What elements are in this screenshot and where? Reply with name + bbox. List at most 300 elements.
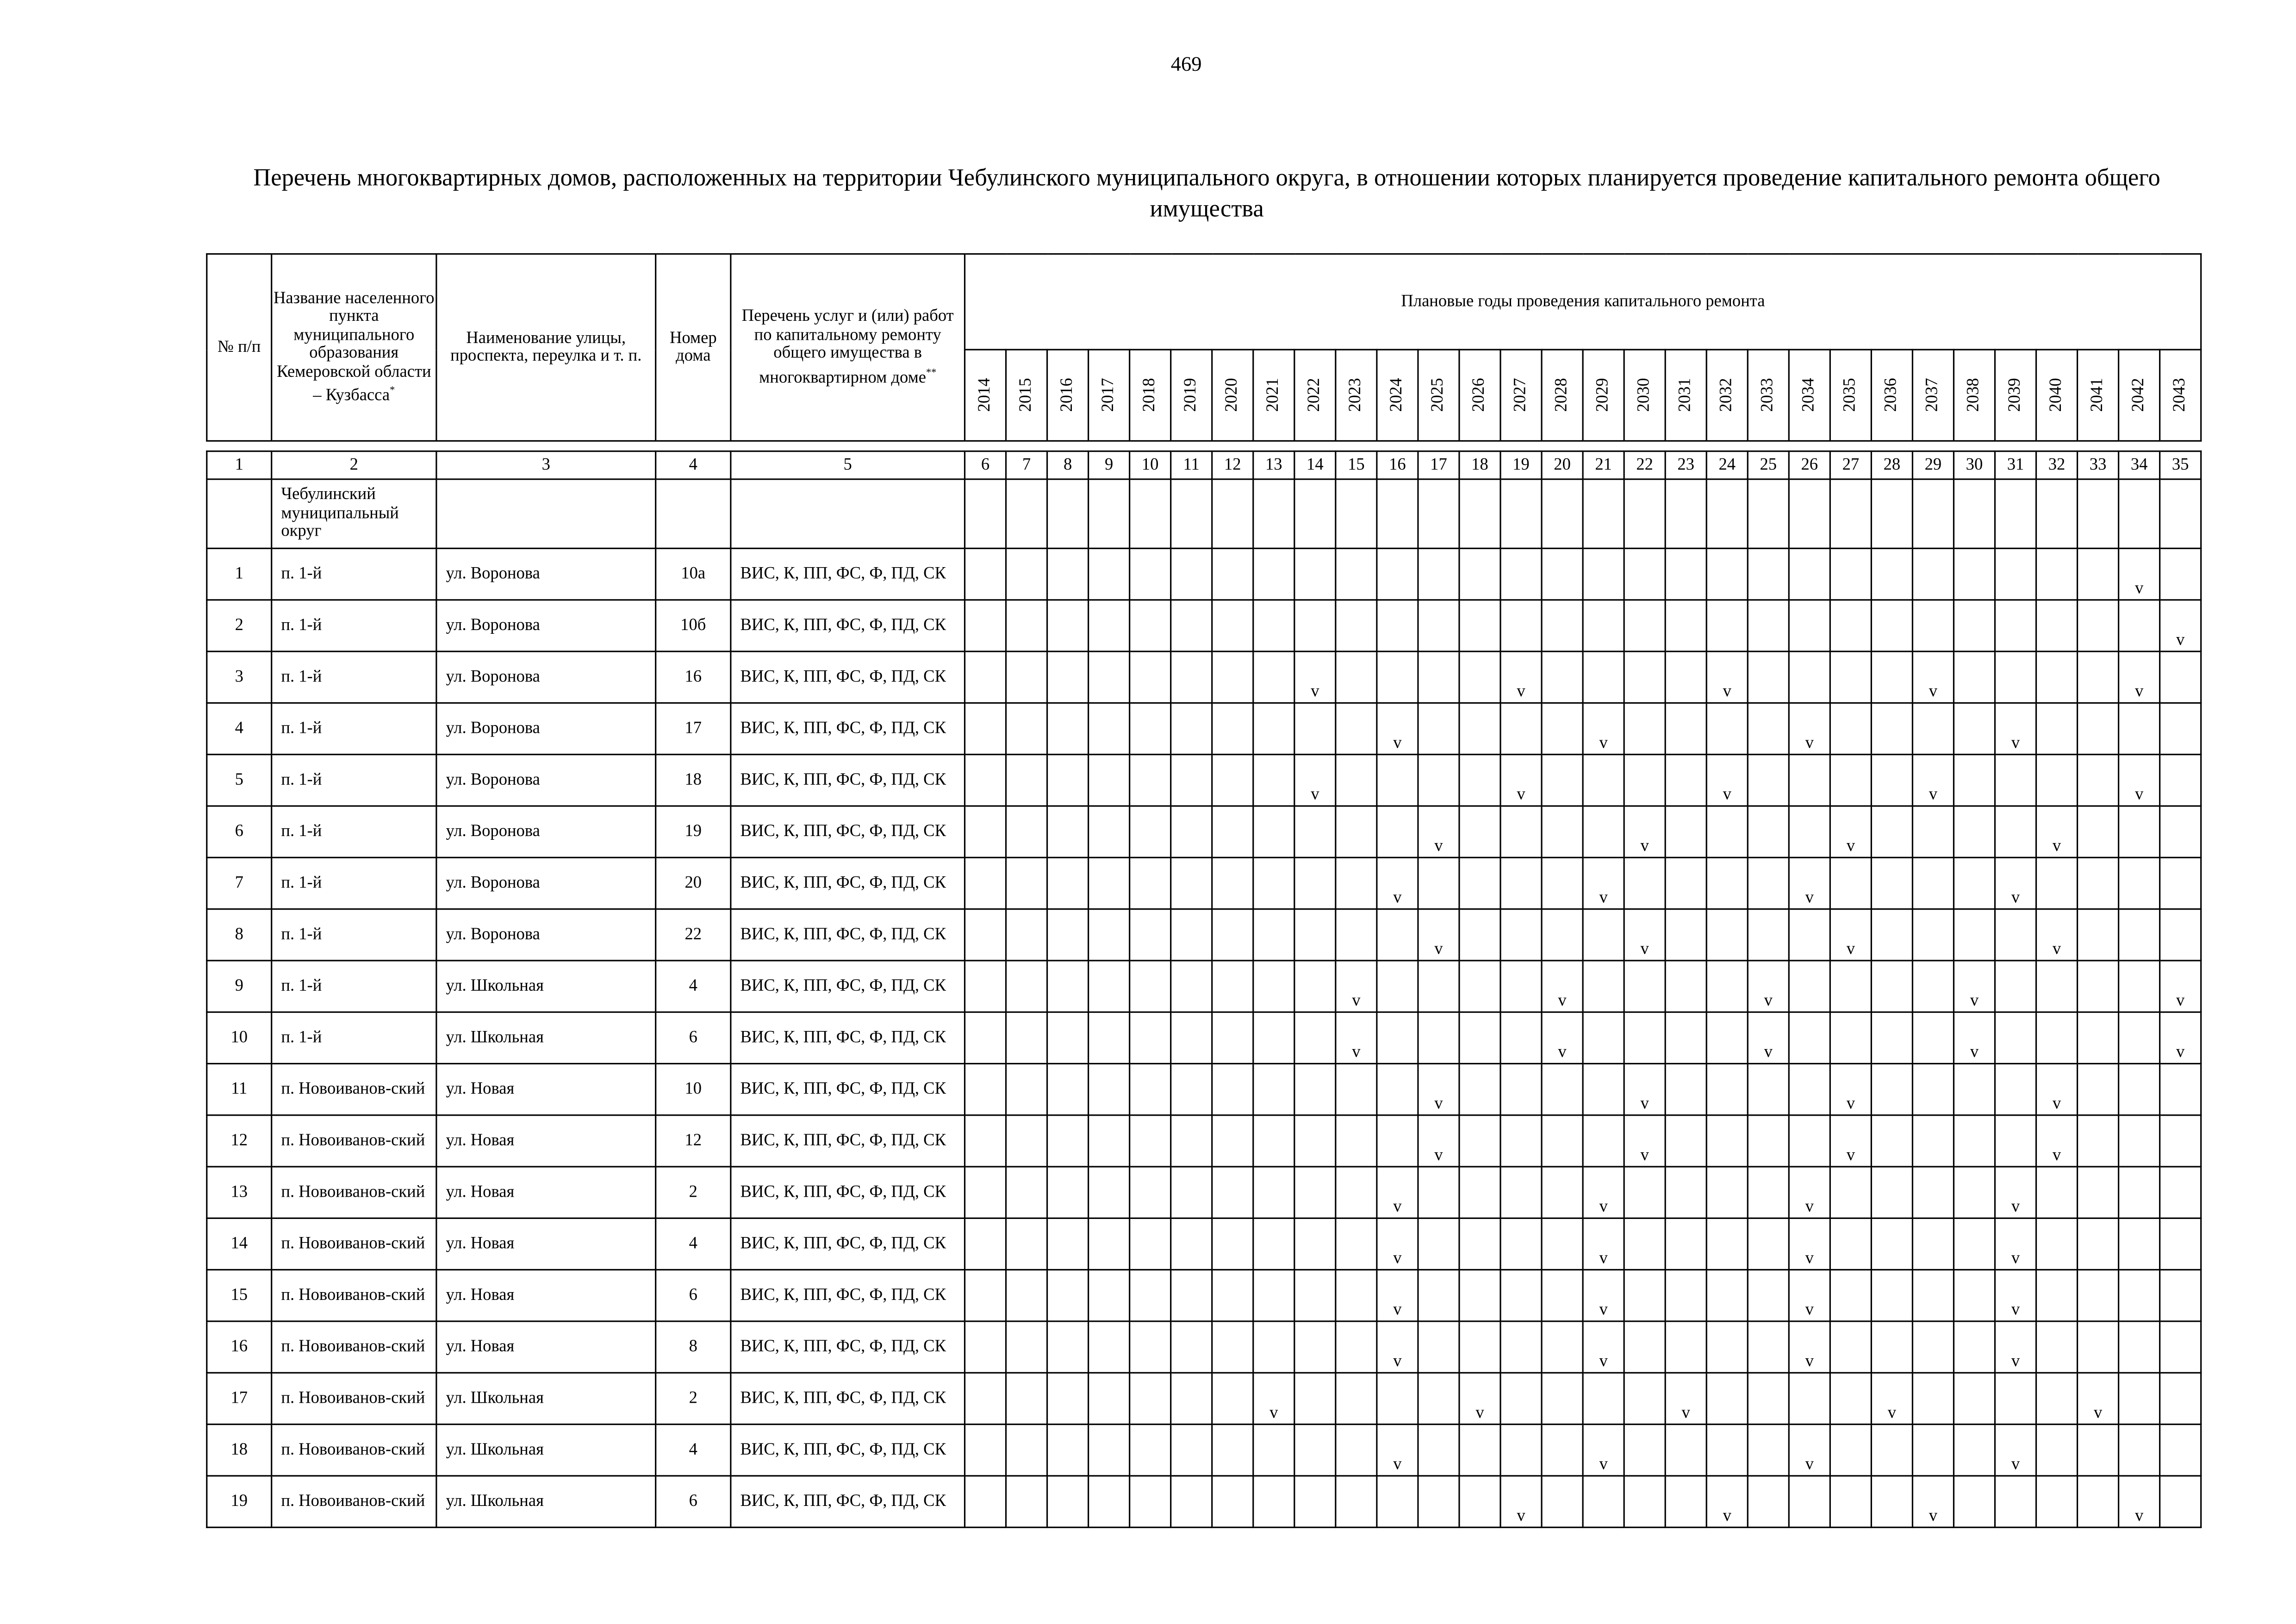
- year-cell: [1748, 549, 1789, 600]
- year-cell: [1047, 806, 1089, 857]
- year-cell: [1912, 1167, 1954, 1218]
- year-cell: [1089, 1476, 1130, 1527]
- column-number: 34: [2119, 451, 2160, 479]
- cell-empty: [1706, 479, 1748, 548]
- header-services-note: **: [926, 366, 937, 378]
- year-cell: [1912, 1270, 1954, 1321]
- year-cell: [1171, 1270, 1212, 1321]
- year-cell: [1748, 857, 1789, 909]
- year-cell: [1871, 1424, 1912, 1476]
- year-cell: [1294, 1424, 1336, 1476]
- year-cell: [1624, 1270, 1665, 1321]
- year-cell: [1954, 1373, 1995, 1424]
- year-cell: [1377, 961, 1418, 1012]
- header-year: [964, 350, 1006, 441]
- table-row: [207, 1012, 2201, 1063]
- year-cell: [1294, 1476, 1336, 1527]
- header-settlement-text: Название населенного пункта муниципального образования Кемеровской области – Кузбасса: [273, 289, 435, 405]
- year-cell: [1212, 600, 1253, 651]
- year-cell: [1748, 651, 1789, 703]
- year-mark-cell: v: [1377, 1270, 1418, 1321]
- column-number: 28: [1871, 451, 1912, 479]
- year-cell: [1212, 1424, 1253, 1476]
- header-year: [1500, 350, 1542, 441]
- year-cell: [1583, 651, 1624, 703]
- column-number: 24: [1706, 451, 1748, 479]
- cell-empty: [1542, 479, 1583, 548]
- cell-empty: [1500, 479, 1542, 548]
- year-cell: [1665, 857, 1706, 909]
- year-cell: [2119, 909, 2160, 961]
- year-cell: [1871, 1167, 1912, 1218]
- header-services: [731, 254, 965, 441]
- year-cell: [2036, 703, 2078, 754]
- header-year: [1130, 350, 1171, 441]
- year-cell: [1748, 909, 1789, 961]
- year-cell: [1047, 961, 1089, 1012]
- row-services: ВИС, К, ПП, ФС, Ф, ПД, СК: [731, 1064, 965, 1115]
- year-cell: [1542, 1167, 1583, 1218]
- year-mark-cell: v: [1253, 1373, 1294, 1424]
- row-settlement: п. Новоиванов-ский: [272, 1476, 436, 1527]
- year-cell: [1748, 703, 1789, 754]
- year-cell: [1706, 1115, 1748, 1167]
- year-cell: [1294, 909, 1336, 961]
- year-cell: [2160, 1270, 2201, 1321]
- year-cell: [1130, 1476, 1171, 1527]
- year-mark-cell: v: [1789, 703, 1830, 754]
- cell-empty: [964, 479, 1006, 548]
- year-mark-cell: v: [1665, 1373, 1706, 1424]
- year-cell: [2160, 651, 2201, 703]
- year-cell: [1871, 1064, 1912, 1115]
- row-settlement: п. 1-й: [272, 961, 436, 1012]
- row-settlement: п. Новоиванов-ский: [272, 1270, 436, 1321]
- header-year-label: 2018: [1141, 378, 1159, 412]
- year-cell: [1459, 1476, 1500, 1527]
- year-cell: [1665, 1064, 1706, 1115]
- row-settlement: п. 1-й: [272, 549, 436, 600]
- year-cell: [1047, 651, 1089, 703]
- year-cell: [1665, 1167, 1706, 1218]
- row-street: ул. Новая: [436, 1064, 656, 1115]
- year-mark-cell: v: [2036, 1064, 2078, 1115]
- row-street: ул. Воронова: [436, 549, 656, 600]
- year-cell: [1294, 806, 1336, 857]
- row-settlement: п. 1-й: [272, 600, 436, 651]
- year-cell: [1459, 755, 1500, 806]
- header-year-label: 2029: [1594, 378, 1612, 412]
- year-cell: [1912, 909, 1954, 961]
- year-cell: [964, 549, 1006, 600]
- year-cell: [1047, 755, 1089, 806]
- row-street: ул. Воронова: [436, 755, 656, 806]
- table-row: [207, 600, 2201, 651]
- year-cell: [1336, 1064, 1377, 1115]
- year-cell: [1089, 755, 1130, 806]
- year-cell: [1459, 549, 1500, 600]
- row-street: ул. Воронова: [436, 806, 656, 857]
- header-year: [1377, 350, 1418, 441]
- year-cell: [1665, 1115, 1706, 1167]
- year-cell: [1294, 1270, 1336, 1321]
- cell-empty: [1830, 479, 1871, 548]
- year-cell: [1006, 961, 1047, 1012]
- year-cell: [1377, 806, 1418, 857]
- year-cell: [1006, 1012, 1047, 1063]
- row-services: ВИС, К, ПП, ФС, Ф, ПД, СК: [731, 857, 965, 909]
- year-cell: [1336, 857, 1377, 909]
- row-number: 16: [207, 1321, 272, 1373]
- year-cell: [1912, 1064, 1954, 1115]
- year-cell: [1706, 909, 1748, 961]
- cell-empty: [656, 479, 731, 548]
- header-year-label: 2024: [1388, 378, 1406, 412]
- year-cell: [1006, 755, 1047, 806]
- year-cell: [1789, 651, 1830, 703]
- year-cell: [1253, 703, 1294, 754]
- year-cell: [1377, 755, 1418, 806]
- year-cell: [1583, 1064, 1624, 1115]
- year-cell: [1089, 1012, 1130, 1063]
- year-cell: [1789, 755, 1830, 806]
- year-cell: [1954, 1476, 1995, 1527]
- cell-empty: [1748, 479, 1789, 548]
- year-cell: [1253, 857, 1294, 909]
- year-cell: [1253, 806, 1294, 857]
- row-settlement: п. 1-й: [272, 857, 436, 909]
- column-number: 21: [1583, 451, 1624, 479]
- year-cell: [1006, 909, 1047, 961]
- row-services: ВИС, К, ПП, ФС, Ф, ПД, СК: [731, 1476, 965, 1527]
- page-number: 469: [1170, 54, 1202, 77]
- year-mark-cell: v: [1294, 755, 1336, 806]
- year-mark-cell: v: [1624, 1064, 1665, 1115]
- row-services: ВИС, К, ПП, ФС, Ф, ПД, СК: [731, 806, 965, 857]
- year-cell: [1459, 961, 1500, 1012]
- year-cell: [1006, 1424, 1047, 1476]
- header-house: Номер дома: [656, 254, 731, 441]
- year-mark-cell: v: [2160, 961, 2201, 1012]
- year-cell: [1171, 857, 1212, 909]
- header-year: [1171, 350, 1212, 441]
- year-cell: [1871, 549, 1912, 600]
- year-cell: [1253, 651, 1294, 703]
- header-year: [1294, 350, 1336, 441]
- row-house: 12: [656, 1115, 731, 1167]
- year-cell: [1418, 961, 1459, 1012]
- year-cell: [1665, 1270, 1706, 1321]
- year-cell: [2119, 1321, 2160, 1373]
- year-cell: [1583, 1115, 1624, 1167]
- row-street: ул. Воронова: [436, 651, 656, 703]
- row-house: 6: [656, 1012, 731, 1063]
- year-cell: [2036, 651, 2078, 703]
- year-cell: [1542, 1424, 1583, 1476]
- year-cell: [2119, 1064, 2160, 1115]
- year-cell: [2036, 1012, 2078, 1063]
- header-num: № п/п: [207, 254, 272, 441]
- year-mark-cell: v: [1336, 961, 1377, 1012]
- year-cell: [1500, 1424, 1542, 1476]
- row-street: ул. Школьная: [436, 1373, 656, 1424]
- year-mark-cell: v: [1748, 1012, 1789, 1063]
- table-row: [207, 857, 2201, 909]
- year-cell: [1253, 600, 1294, 651]
- year-cell: [2078, 1115, 2119, 1167]
- row-house: 10а: [656, 549, 731, 600]
- header-year-label: 2025: [1429, 378, 1447, 412]
- year-mark-cell: v: [1830, 1064, 1871, 1115]
- year-mark-cell: v: [2160, 1012, 2201, 1063]
- year-mark-cell: v: [2119, 549, 2160, 600]
- row-house: 18: [656, 755, 731, 806]
- year-cell: [1006, 806, 1047, 857]
- row-house: 20: [656, 857, 731, 909]
- cell-empty: [1294, 479, 1336, 548]
- year-cell: [1500, 961, 1542, 1012]
- row-number: 3: [207, 651, 272, 703]
- year-cell: [2119, 806, 2160, 857]
- row-house: 17: [656, 703, 731, 754]
- row-number: 19: [207, 1476, 272, 1527]
- year-cell: [1748, 1064, 1789, 1115]
- year-cell: [1624, 651, 1665, 703]
- district-row: [207, 479, 2201, 548]
- year-mark-cell: v: [1871, 1373, 1912, 1424]
- year-cell: [2119, 1218, 2160, 1269]
- year-cell: [1253, 909, 1294, 961]
- year-cell: [1665, 909, 1706, 961]
- year-cell: [1624, 600, 1665, 651]
- column-number: 16: [1377, 451, 1418, 479]
- year-cell: [1171, 600, 1212, 651]
- row-house: 4: [656, 1218, 731, 1269]
- year-cell: [1624, 549, 1665, 600]
- row-number: 9: [207, 961, 272, 1012]
- year-cell: [2078, 600, 2119, 651]
- year-cell: [1171, 703, 1212, 754]
- year-cell: [1047, 1424, 1089, 1476]
- cell-empty: [1171, 479, 1212, 548]
- year-cell: [1830, 600, 1871, 651]
- year-cell: [2078, 1424, 2119, 1476]
- year-cell: [1830, 1321, 1871, 1373]
- year-cell: [1377, 1476, 1418, 1527]
- year-cell: [1624, 703, 1665, 754]
- year-cell: [1047, 1012, 1089, 1063]
- year-mark-cell: v: [1418, 1064, 1459, 1115]
- year-cell: [1789, 600, 1830, 651]
- year-cell: [1748, 1167, 1789, 1218]
- year-cell: [1912, 1373, 1954, 1424]
- year-cell: [1830, 1218, 1871, 1269]
- year-cell: [1912, 1424, 1954, 1476]
- row-services: ВИС, К, ПП, ФС, Ф, ПД, СК: [731, 1321, 965, 1373]
- year-cell: [1500, 1064, 1542, 1115]
- year-cell: [1377, 1373, 1418, 1424]
- year-cell: [2119, 1373, 2160, 1424]
- year-cell: [1542, 1270, 1583, 1321]
- header-services-text: Перечень услуг и (или) работ по капитальному ремонту общего имущества в многоквартирном доме: [741, 307, 954, 387]
- year-cell: [1583, 1012, 1624, 1063]
- year-mark-cell: v: [1583, 1321, 1624, 1373]
- header-year-label: 2032: [1717, 378, 1736, 412]
- year-cell: [2036, 1373, 2078, 1424]
- year-cell: [1459, 1424, 1500, 1476]
- year-cell: [1047, 1167, 1089, 1218]
- year-cell: [2119, 1270, 2160, 1321]
- year-cell: [1377, 1012, 1418, 1063]
- header-year: [1789, 350, 1830, 441]
- column-number: 35: [2160, 451, 2201, 479]
- year-cell: [2036, 1424, 2078, 1476]
- year-mark-cell: v: [1789, 1424, 1830, 1476]
- year-cell: [1006, 1476, 1047, 1527]
- year-mark-cell: v: [1583, 703, 1624, 754]
- year-cell: [1294, 857, 1336, 909]
- table-row: [207, 1218, 2201, 1269]
- year-cell: [2078, 1167, 2119, 1218]
- year-cell: [1089, 600, 1130, 651]
- year-cell: [1624, 1321, 1665, 1373]
- year-cell: [1253, 1424, 1294, 1476]
- year-cell: [2160, 1115, 2201, 1167]
- cell-empty: [1377, 479, 1418, 548]
- year-cell: [1171, 549, 1212, 600]
- row-services: ВИС, К, ПП, ФС, Ф, ПД, СК: [731, 1115, 965, 1167]
- year-cell: [1954, 1115, 1995, 1167]
- year-cell: [964, 806, 1006, 857]
- column-number: 18: [1459, 451, 1500, 479]
- year-cell: [1665, 755, 1706, 806]
- column-number: 12: [1212, 451, 1253, 479]
- year-cell: [1954, 857, 1995, 909]
- year-cell: [1995, 1012, 2036, 1063]
- cell-empty: [1665, 479, 1706, 548]
- row-street: ул. Воронова: [436, 703, 656, 754]
- year-cell: [1954, 755, 1995, 806]
- table-row: [207, 1321, 2201, 1373]
- column-number: 7: [1006, 451, 1047, 479]
- year-cell: [1542, 651, 1583, 703]
- header-year: [1830, 350, 1871, 441]
- year-cell: [1047, 1373, 1089, 1424]
- year-cell: [1871, 857, 1912, 909]
- year-cell: [1006, 1321, 1047, 1373]
- row-services: ВИС, К, ПП, ФС, Ф, ПД, СК: [731, 1270, 965, 1321]
- year-cell: [1418, 857, 1459, 909]
- year-cell: [1748, 1270, 1789, 1321]
- year-cell: [1047, 1321, 1089, 1373]
- column-number: 8: [1047, 451, 1089, 479]
- year-cell: [1089, 651, 1130, 703]
- year-cell: [1130, 806, 1171, 857]
- year-cell: [1336, 703, 1377, 754]
- year-cell: [1006, 549, 1047, 600]
- year-mark-cell: v: [1954, 961, 1995, 1012]
- year-cell: [1706, 549, 1748, 600]
- year-cell: [1459, 1012, 1500, 1063]
- year-cell: [1789, 1373, 1830, 1424]
- year-cell: [1912, 1321, 1954, 1373]
- year-cell: [1336, 1167, 1377, 1218]
- year-cell: [964, 1424, 1006, 1476]
- row-number: 13: [207, 1167, 272, 1218]
- column-number: 27: [1830, 451, 1871, 479]
- column-number: 14: [1294, 451, 1336, 479]
- year-cell: [1542, 1321, 1583, 1373]
- year-cell: [1130, 755, 1171, 806]
- year-cell: [2078, 755, 2119, 806]
- year-mark-cell: v: [1377, 857, 1418, 909]
- row-services: ВИС, К, ПП, ФС, Ф, ПД, СК: [731, 755, 965, 806]
- year-cell: [1830, 1012, 1871, 1063]
- year-cell: [1294, 1373, 1336, 1424]
- year-cell: [1789, 549, 1830, 600]
- year-mark-cell: v: [1995, 1321, 2036, 1373]
- cell-empty: [1912, 479, 1954, 548]
- cell-empty: [1336, 479, 1377, 548]
- year-cell: [1665, 1218, 1706, 1269]
- header-year-label: 2034: [1800, 378, 1818, 412]
- year-cell: [1212, 806, 1253, 857]
- year-cell: [1583, 600, 1624, 651]
- year-cell: [1089, 1373, 1130, 1424]
- year-cell: [1418, 549, 1459, 600]
- year-cell: [1871, 651, 1912, 703]
- header-year-label: 2030: [1635, 378, 1653, 412]
- year-cell: [1665, 961, 1706, 1012]
- column-number: 29: [1912, 451, 1954, 479]
- row-services: ВИС, К, ПП, ФС, Ф, ПД, СК: [731, 909, 965, 961]
- cell-empty: [1871, 479, 1912, 548]
- year-cell: [1212, 1064, 1253, 1115]
- year-cell: [1995, 1115, 2036, 1167]
- year-cell: [1336, 549, 1377, 600]
- year-cell: [1089, 1218, 1130, 1269]
- column-number: 17: [1418, 451, 1459, 479]
- year-cell: [1171, 961, 1212, 1012]
- table-row: [207, 806, 2201, 857]
- year-cell: [1130, 1012, 1171, 1063]
- year-cell: [1871, 1115, 1912, 1167]
- year-cell: [1665, 1424, 1706, 1476]
- header-year: [1912, 350, 1954, 441]
- year-cell: [964, 909, 1006, 961]
- year-cell: [1336, 1115, 1377, 1167]
- year-cell: [1253, 1270, 1294, 1321]
- year-cell: [1006, 1218, 1047, 1269]
- year-cell: [1748, 806, 1789, 857]
- year-cell: [2036, 600, 2078, 651]
- year-cell: [1047, 549, 1089, 600]
- year-cell: [1954, 1424, 1995, 1476]
- year-mark-cell: v: [1377, 703, 1418, 754]
- header-year-label: 2016: [1058, 378, 1076, 412]
- year-cell: [1830, 961, 1871, 1012]
- row-number: 17: [207, 1373, 272, 1424]
- row-services: ВИС, К, ПП, ФС, Ф, ПД, СК: [731, 1218, 965, 1269]
- table-row: [207, 755, 2201, 806]
- year-mark-cell: v: [1583, 1270, 1624, 1321]
- year-mark-cell: v: [1542, 1012, 1583, 1063]
- year-cell: [964, 1064, 1006, 1115]
- header-year: [1748, 350, 1789, 441]
- row-house: 4: [656, 961, 731, 1012]
- row-settlement: п. Новоиванов-ский: [272, 1167, 436, 1218]
- year-mark-cell: v: [1912, 1476, 1954, 1527]
